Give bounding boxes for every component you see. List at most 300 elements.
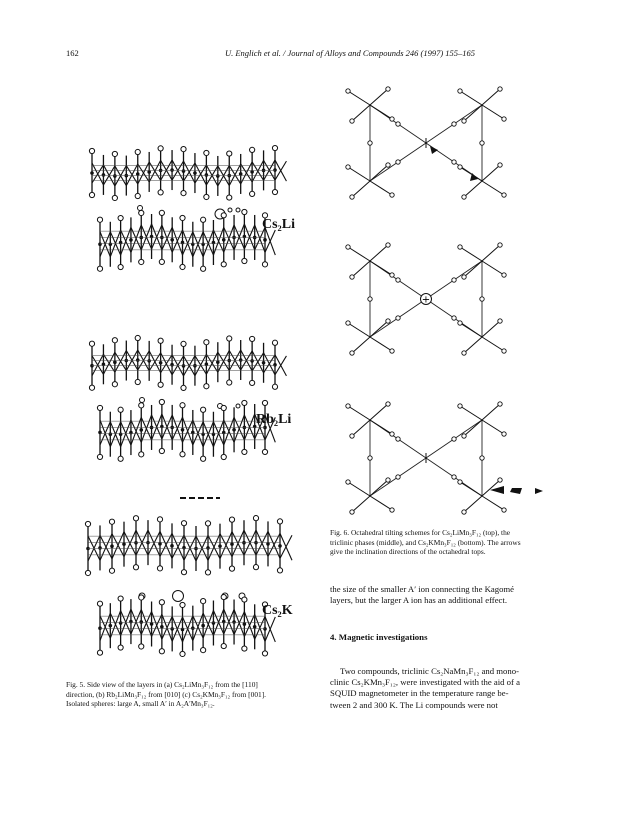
fluorine-atom [85,570,90,575]
fluorine-atom [502,349,506,353]
fluorine-atom [118,407,123,412]
bond-line [121,227,131,255]
fluorine-atom [396,160,400,164]
fluorine-atom [112,338,117,343]
fluorine-atom [346,404,350,408]
fluorine-atom [262,262,267,267]
fluorine-atom [118,215,123,220]
fluorine-atom [277,568,282,573]
fluorine-atom [205,570,210,575]
manganese-atom [129,620,133,624]
octahedron-spoke [464,261,482,277]
fluorine-atom [452,475,456,479]
fluorine-atom [390,508,394,512]
fluorine-atom [502,432,506,436]
octahedron-spoke [352,496,370,512]
fluorine-atom [181,521,186,526]
fluorine-atom [368,297,372,301]
octahedron-spoke [482,420,504,434]
fluorine-atom [272,340,277,345]
fluorine-atom [390,432,394,436]
octahedron-spoke [482,337,504,351]
bond-line [172,230,182,252]
bond-line [160,533,172,556]
fluorine-atom [250,147,255,152]
tilting-scheme [346,402,506,514]
fluorine-atom [135,149,140,154]
fluorine-atom [227,151,232,156]
octahedron-spoke [464,337,482,353]
fluorine-atom [462,275,466,279]
fluorine-atom [452,122,456,126]
manganese-atom [170,544,174,548]
bond-line [264,355,275,373]
fluorine-atom [181,191,186,196]
bond-line [141,415,151,442]
fluorine-atom [498,87,502,91]
fluorine-atom [396,122,400,126]
bond-line [110,611,120,639]
bond-line [213,227,223,255]
octahedron-spoke [348,91,370,105]
fluorine-atom [272,189,277,194]
fluorine-atom [386,163,390,167]
manganese-atom [98,242,102,246]
bond-line [224,225,234,252]
octahedron-spoke [352,420,370,436]
manganese-atom [139,620,143,624]
fluorine-atom [262,651,267,656]
fluorine-atom [386,478,390,482]
fluorine-atom [139,452,144,457]
manganese-atom [193,171,197,175]
fluorine-atom [346,480,350,484]
fluorine-atom [97,454,102,459]
manganese-atom [139,428,143,432]
fluorine-atom [452,160,456,164]
fluorine-atom [159,210,164,215]
layer-side-view [97,594,275,656]
octahedron-spoke [348,323,370,337]
octahedron-spoke [348,247,370,261]
manganese-atom [98,626,102,630]
fluorine-atom [221,454,226,459]
fluorine-atom [346,165,350,169]
manganese-atom [119,432,123,436]
fluorine-atom [458,89,462,93]
octahedron-spoke [482,89,500,105]
octahedron-spoke [482,261,504,275]
manganese-atom [113,360,117,364]
bond-line [224,417,234,445]
octahedron-spoke [348,482,370,496]
manganese-atom [218,544,222,548]
section-heading: 4. Magnetic investigations [330,632,428,642]
manganese-atom [273,363,277,367]
bond-line [126,164,137,186]
layer-side-view [97,209,275,271]
octahedron-spoke [482,165,500,181]
figure-6-caption-line: triclinic phases (middle), and Cs₂KMn₃F₁₂ (bottom). The arrows [330,537,521,547]
fluorine-atom [242,209,247,214]
fluorine-atom [250,380,255,385]
fluorine-atom [227,380,232,385]
figure-5-caption [66,680,288,709]
fluorine-atom [118,456,123,461]
fluorine-atom [204,340,209,345]
manganese-atom [159,361,163,365]
octahedron-spoke [370,420,392,434]
octahedron-spoke [464,181,482,197]
fluorine-atom [180,264,185,269]
fluorine-atom [112,195,117,200]
manganese-atom [278,544,282,548]
bond-line [265,230,275,252]
fluorine-atom [158,190,163,195]
cation-sphere [138,206,143,211]
fluorine-atom [204,150,209,155]
bond-line [208,534,220,561]
page-number: 162 [66,48,79,58]
fluorine-atom [229,566,234,571]
body-paragraph-2 [330,666,558,711]
fluorine-atom [201,456,206,461]
fluorine-atom [112,151,117,156]
manganese-atom [119,621,123,625]
fluorine-atom [180,215,185,220]
figure-6-panels [346,87,543,514]
manganese-atom [102,173,106,177]
manganese-atom [205,173,209,177]
manganese-atom [263,627,267,631]
octahedron-spoke [482,496,504,510]
bond-line [193,613,203,641]
fluorine-atom [118,645,123,650]
manganese-atom [262,361,266,365]
fluorine-atom [97,650,102,655]
manganese-atom [191,626,195,630]
fluorine-atom [181,147,186,152]
fluorine-atom [480,141,484,145]
fluorine-atom [396,437,400,441]
fluorine-atom [458,404,462,408]
fluorine-atom [97,217,102,222]
fluorine-atom [201,217,206,222]
figure-6-caption [330,528,558,557]
fluorine-atom [272,145,277,150]
fluorine-atom [135,335,140,340]
fluorine-atom [242,400,247,405]
octahedron-spoke [460,323,482,337]
cation-sphere [228,208,232,212]
fluorine-atom [277,519,282,524]
octahedron-spoke [370,181,392,195]
fluorine-atom [89,192,94,197]
figure-5-caption-line: Isolated spheres: large A, small A′ in A₂A′Mn₃F₁₂. [66,699,215,709]
plus-marker-symbol: + [421,294,431,306]
fluorine-atom [229,517,234,522]
fluorine-atom [135,379,140,384]
manganese-atom [232,428,236,432]
bond-line [203,610,213,638]
manganese-atom [181,628,185,632]
body-paragraph-1 [330,584,558,606]
fluorine-atom [205,521,210,526]
manganese-atom [273,168,277,172]
manganese-atom [98,546,102,550]
fluorine-atom [158,338,163,343]
manganese-atom [232,620,236,624]
figure-6-caption-line: give the inclination directions of the octahedral tops. [330,547,486,557]
octahedron-spoke [370,404,388,420]
octahedron-spoke [460,482,482,496]
fluorine-atom [350,351,354,355]
fluorine-atom [181,341,186,346]
fluorine-atom [242,597,247,602]
fluorine-atom [139,210,144,215]
manganese-atom [239,358,243,362]
manganese-atom [134,541,138,545]
bond-line [115,351,126,373]
body-line: clinic Cs₂KMn₃F₁₂, were investigated with the aid of a [330,677,520,688]
octahedron-spoke [370,89,388,105]
fluorine-atom [250,191,255,196]
fluorine-atom [139,259,144,264]
octahedron-spoke [482,404,500,420]
fluorine-atom [221,213,226,218]
octahedron-spoke [352,261,370,277]
fluorine-atom [242,258,247,263]
fluorine-atom [221,594,226,599]
fluorine-atom [502,193,506,197]
manganese-atom [160,625,164,629]
manganese-atom [230,542,234,546]
manganese-atom [263,238,267,242]
bond-line [149,160,160,182]
fluorine-atom [396,278,400,282]
octahedron-spoke [352,105,370,121]
figure-5-label-rb2li: Rb₂Li [256,412,292,427]
manganese-atom [113,174,117,178]
fluorine-atom [109,519,114,524]
fluorine-atom [201,407,206,412]
fluorine-atom [458,480,462,484]
fluorine-atom [462,510,466,514]
fluorine-atom [346,89,350,93]
body-line: tween 2 and 300 K. The Li compounds were not [330,699,498,710]
fluorine-atom [368,141,372,145]
fluorine-atom [158,382,163,387]
fluorine-atom [118,596,123,601]
fluorine-atom [480,456,484,460]
fluorine-atom [133,565,138,570]
figure-5-panels [85,145,292,656]
octahedron-spoke [370,165,388,181]
fluorine-atom [253,565,258,570]
octahedron-spoke [370,261,392,275]
arrow-icon [535,488,543,494]
manganese-atom [136,358,140,362]
bond-line [183,420,193,442]
fluorine-atom [462,119,466,123]
octahedron-spoke [370,105,392,119]
fluorine-atom [462,434,466,438]
bond-line [131,225,141,252]
body-line: layers, but the larger A ion has an additional effect. [330,595,507,606]
arrow-icon [510,488,522,494]
octahedron-spoke [352,337,370,353]
fluorine-atom [390,193,394,197]
figure-6-caption-line: Fig. 6. Octahedral tilting schemes for Cs₂LiMn₃F₁₂ (top), the [330,528,511,537]
fluorine-atom [502,508,506,512]
running-head: U. Englich et al. / Journal of Alloys and Compounds 246 (1997) 155–165 [224,48,476,58]
layer-side-view [85,516,292,576]
fluorine-atom [390,349,394,353]
fluorine-atom [350,119,354,123]
tilting-scheme [346,87,506,199]
fluorine-atom [180,452,185,457]
figure-5-caption-line: Fig. 5. Side view of the layers in (a) Cs₂LiMn₃F₁₂ from the [110] [66,680,258,689]
fluorine-atom [180,651,185,656]
fluorine-atom [458,321,462,325]
octahedron-spoke [482,245,500,261]
fluorine-atom [396,475,400,479]
fluorine-atom [118,264,123,269]
manganese-atom [109,432,113,436]
fluorine-atom [350,195,354,199]
octahedron-spoke [464,496,482,512]
fluorine-atom [262,449,267,454]
manganese-atom [129,238,133,242]
manganese-atom [150,622,154,626]
body-line: the size of the smaller A′ ion connecting the Kagomé [330,584,515,594]
figure-5-label-cs2k: Cs₂K [262,603,293,618]
fluorine-atom [253,516,258,521]
octahedron-spoke [370,496,392,510]
fluorine-atom [221,405,226,410]
fluorine-atom [89,341,94,346]
octahedron-spoke [370,480,388,496]
fluorine-atom [458,165,462,169]
fluorine-atom [97,601,102,606]
fluorine-atom [159,448,164,453]
fluorine-atom [181,385,186,390]
manganese-atom [212,432,216,436]
fluorine-atom [390,273,394,277]
fluorine-atom [181,570,186,575]
manganese-atom [109,242,113,246]
cation-sphere [173,591,184,602]
cation-sphere [236,404,240,408]
fluorine-atom [386,319,390,323]
layer-side-view [89,145,286,200]
octahedron-spoke [352,181,370,197]
manganese-atom [250,359,254,363]
cation-sphere [236,208,240,212]
fluorine-atom [368,456,372,460]
fluorine-atom [85,521,90,526]
fluorine-atom [462,351,466,355]
manganese-atom [243,235,247,239]
fluorine-atom [452,278,456,282]
fluorine-atom [159,649,164,654]
manganese-atom [222,620,226,624]
fluorine-atom [227,195,232,200]
fluorine-atom [350,275,354,279]
fluorine-atom [262,400,267,405]
layer-side-view [97,399,275,461]
bond-line [218,351,229,373]
manganese-atom [122,542,126,546]
bond-line [152,614,162,636]
fluorine-atom [452,437,456,441]
fluorine-atom [462,195,466,199]
fluorine-atom [133,516,138,521]
fluorine-atom [158,146,163,151]
fluorine-atom [204,384,209,389]
manganese-atom [182,169,186,173]
bond-line [100,613,110,641]
manganese-atom [170,363,174,367]
manganese-atom [242,541,246,545]
fluorine-atom [498,243,502,247]
fluorine-atom [139,595,144,600]
fluorine-atom [139,644,144,649]
octahedron-spoke [348,406,370,420]
fluorine-atom [221,262,226,267]
figure-5-label-cs2li: Cs₂Li [262,217,295,232]
manganese-atom [110,544,114,548]
manganese-atom [201,242,205,246]
bond-line [252,160,263,182]
octahedron-spoke [370,337,392,351]
fluorine-atom [204,194,209,199]
manganese-atom [170,238,174,242]
manganese-atom [222,238,226,242]
fluorine-atom [135,193,140,198]
octahedron-spoke [482,321,500,337]
manganese-atom [253,625,257,629]
manganese-atom [243,622,247,626]
fluorine-atom [498,319,502,323]
octahedron-spoke [460,406,482,420]
octahedron-spoke [460,91,482,105]
arrow-icon [430,146,438,154]
manganese-atom [201,432,205,436]
manganese-atom [201,624,205,628]
fluorine-atom [390,117,394,121]
fluorine-atom [502,117,506,121]
fluorine-atom [242,646,247,651]
manganese-atom [216,360,220,364]
manganese-atom [182,546,186,550]
fluorine-atom [452,316,456,320]
figure-6-drawing [330,88,560,508]
fluorine-atom [201,647,206,652]
fluorine-atom [89,148,94,153]
manganese-atom [160,425,164,429]
fluorine-atom [112,382,117,387]
figure-5-drawing [70,118,320,673]
fluorine-atom [221,643,226,648]
octahedron-spoke [348,167,370,181]
body-line: Two compounds, triclinic Cs₂NaMn₃F₁₂ and mono- [340,666,519,676]
octahedron-spoke [482,181,504,195]
fluorine-atom [157,517,162,522]
bond-line [172,417,182,440]
body-line: SQUID magnetometer in the temperature range be- [330,688,509,699]
octahedron-spoke [370,321,388,337]
